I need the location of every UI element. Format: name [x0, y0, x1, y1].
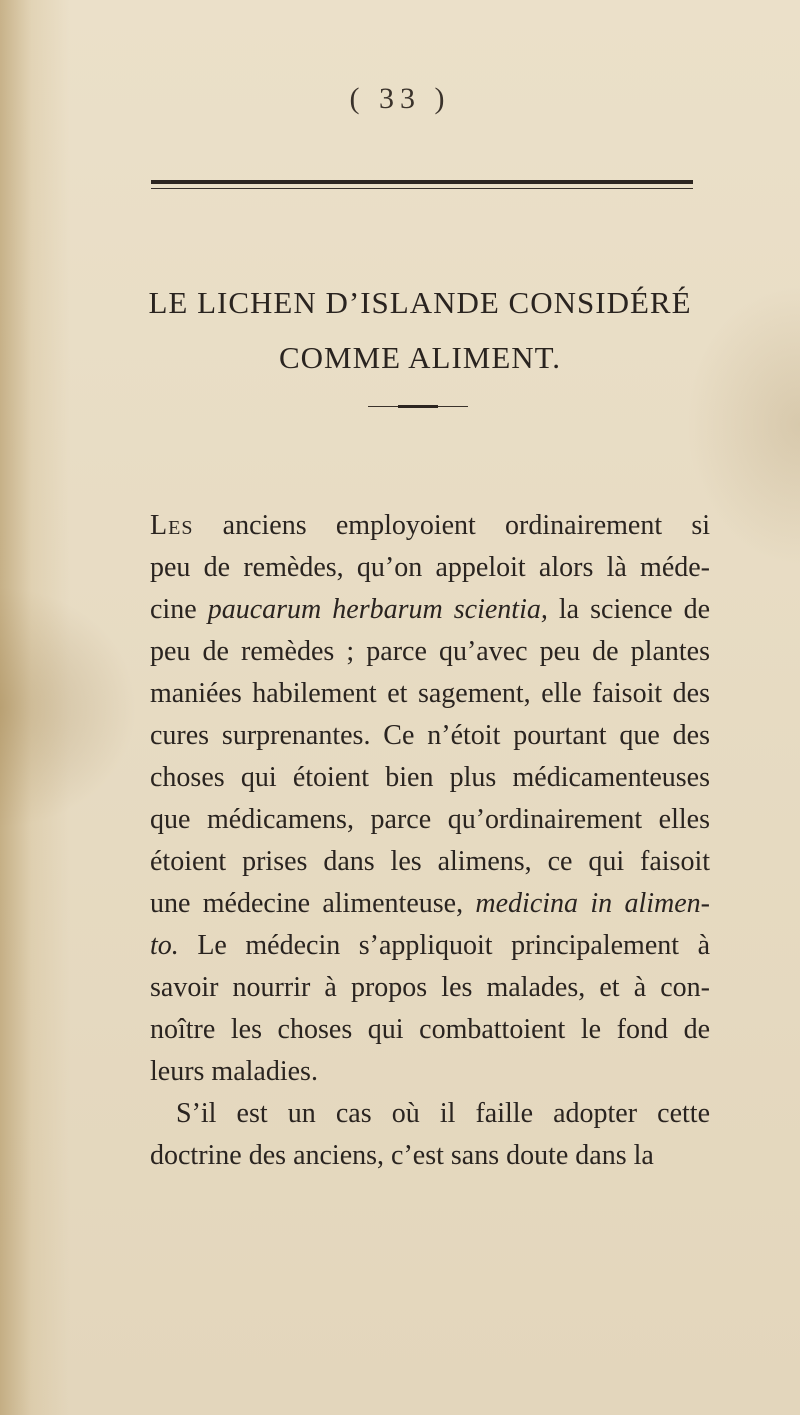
chapter-title-line-1: LE LICHEN D’ISLANDE CONSIDÉRÉ [148, 285, 692, 320]
text-line [150, 589, 710, 631]
title-ornament-rule [368, 405, 468, 409]
text-run: cures surprenantes. Ce n’étoit pourtant que des [150, 720, 710, 751]
text-line [150, 757, 710, 799]
text-run: anciens employoient ordinairement si [193, 510, 710, 541]
text-line [150, 1093, 710, 1135]
italic-text: paucarum herbarum scientia, [207, 594, 548, 625]
text-run: que médicamens, parce qu’ordinairement elles [150, 804, 710, 835]
italic-text: medicina in alimen- [475, 888, 711, 919]
text-run: savoir nourrir à propos les malades, et à con- [150, 972, 710, 1003]
text-run: Les [150, 510, 194, 541]
text-run: noître les choses qui combattoient le fond de [150, 1014, 710, 1045]
text-run: maniées habilement et sagement, elle faisoit des [150, 678, 710, 709]
text-run: une médecine alimenteuse, [150, 888, 476, 919]
text-run: étoient prises dans les alimens, ce qui faisoit [150, 846, 710, 877]
text-run: cine [150, 594, 208, 625]
text-run: choses qui étoient bien plus médicamenteuses [150, 762, 710, 793]
text-line [150, 1051, 710, 1093]
italic-text: to. [150, 930, 179, 961]
text-run: doctrine des anciens, c’est sans doute dans la [150, 1140, 654, 1171]
text-run: peu de remèdes ; parce qu’avec peu de plantes [150, 636, 710, 667]
text-run: la science de [547, 594, 711, 625]
text-line [150, 673, 710, 715]
paragraph-1 [150, 505, 710, 1093]
text-run: S’il est un cas où il faille adopter cette [176, 1098, 710, 1129]
text-line [150, 925, 710, 967]
text-run: peu de remèdes, qu’on appeloit alors là méde- [150, 552, 710, 583]
text-line [150, 967, 710, 1009]
header-rule-thin [151, 188, 693, 189]
text-line [150, 799, 710, 841]
text-line [150, 883, 710, 925]
text-line [150, 505, 710, 547]
text-line [150, 631, 710, 673]
text-run: leurs maladies. [150, 1056, 318, 1087]
paragraph-2 [150, 1093, 710, 1177]
text-line [150, 1009, 710, 1051]
header-rule-thick [151, 180, 693, 184]
text-line [150, 1135, 710, 1177]
page-number: ( 33 ) [349, 82, 451, 115]
text-line [150, 715, 710, 757]
text-line [150, 547, 710, 589]
chapter-title-line-2: COMME ALIMENT. [278, 340, 562, 375]
text-line [150, 841, 710, 883]
body-text [150, 505, 710, 1177]
text-run: Le médecin s’appliquoit principalement à [178, 930, 710, 961]
